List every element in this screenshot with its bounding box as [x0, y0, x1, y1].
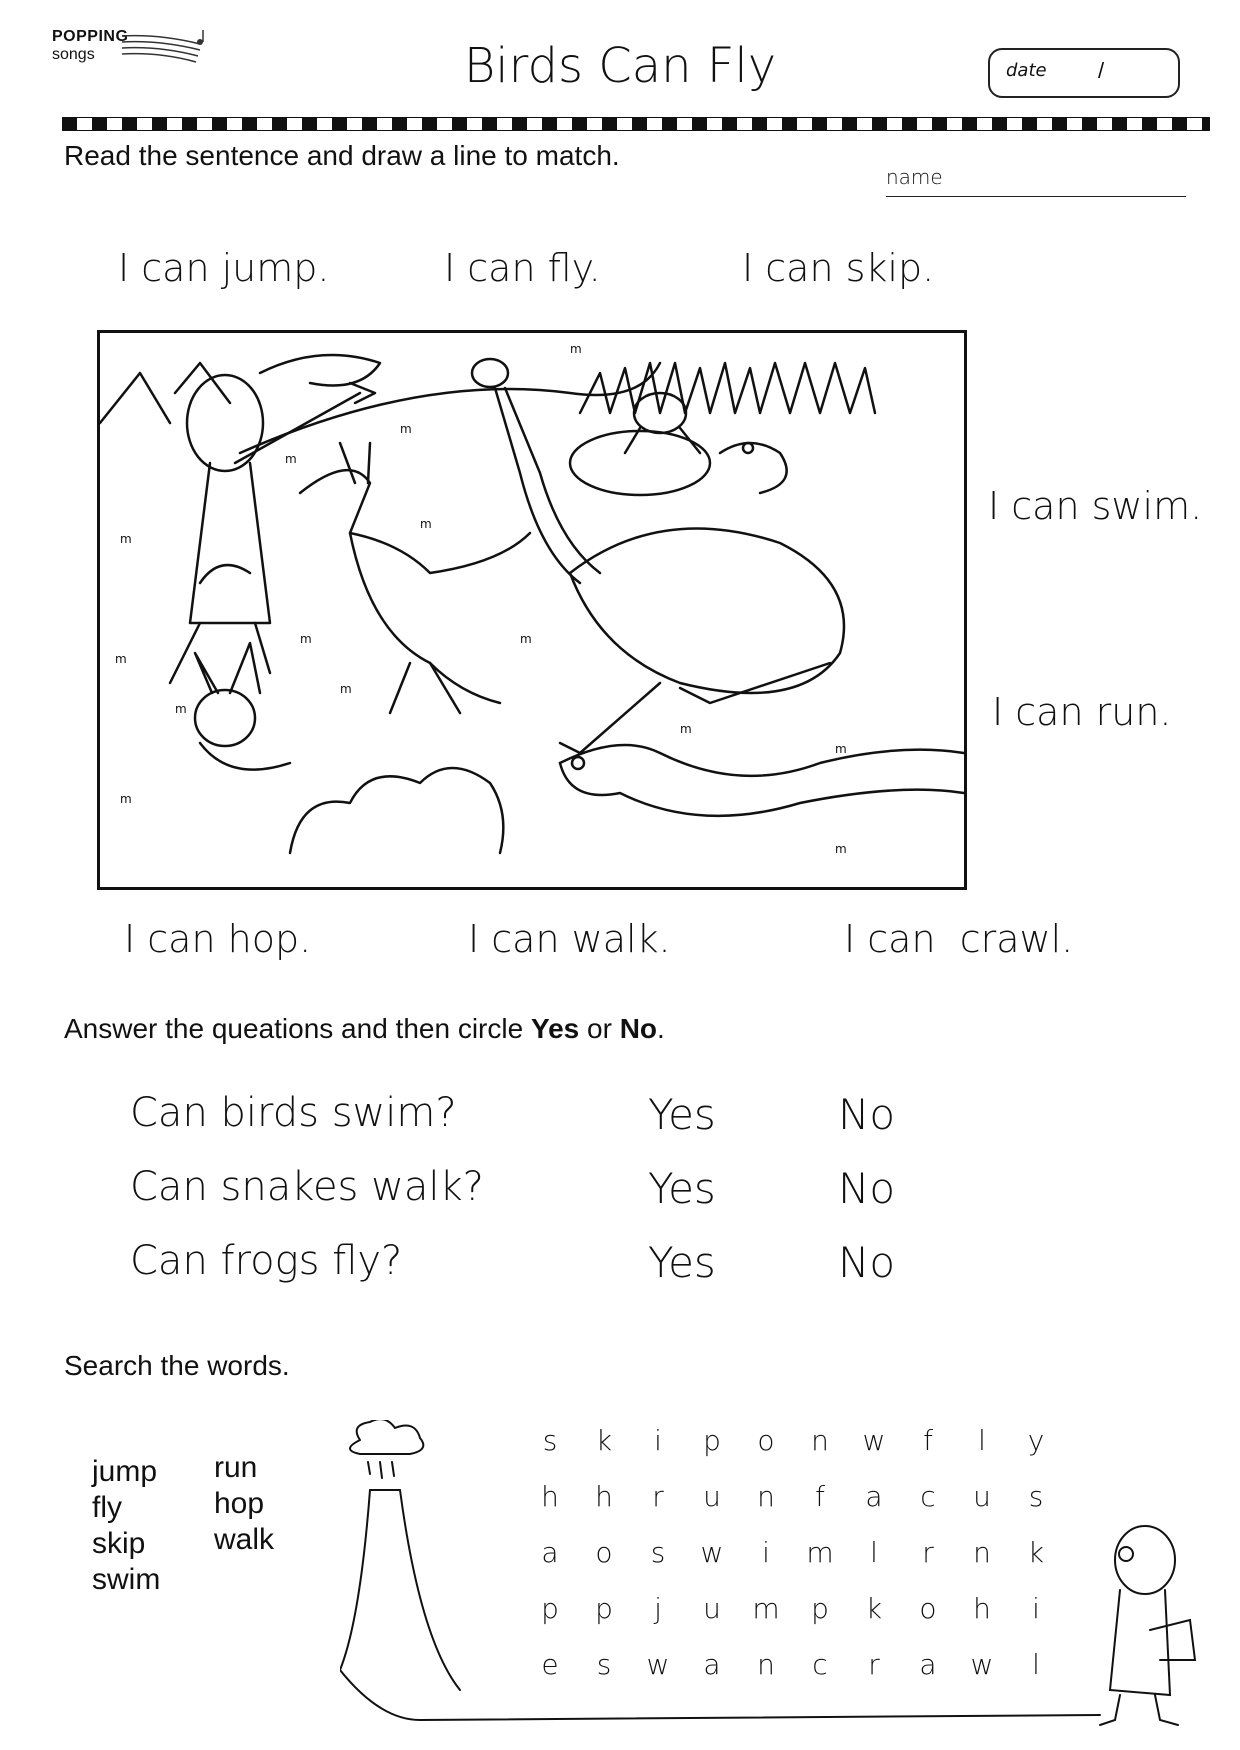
grid-letter[interactable]: h — [595, 1480, 613, 1513]
svg-text:m: m — [300, 632, 312, 646]
word-list-item: jump — [92, 1455, 158, 1488]
word-list-item: hop — [214, 1487, 265, 1520]
date-label: date — [1006, 60, 1047, 81]
svg-text:m: m — [175, 702, 187, 716]
sentence-swim: I can swim. — [988, 484, 1203, 528]
answer-yes[interactable]: Yes — [648, 1164, 716, 1213]
svg-text:m: m — [520, 632, 532, 646]
grid-letter[interactable]: e — [541, 1648, 559, 1681]
grid-letter[interactable]: s — [650, 1536, 666, 1569]
page-title: Birds Can Fly — [463, 38, 777, 94]
grid-letter[interactable]: w — [970, 1648, 994, 1681]
word-list-col2 — [214, 1450, 274, 1558]
grid-letter[interactable]: j — [654, 1592, 662, 1625]
grid-letter[interactable]: p — [811, 1592, 829, 1625]
grid-letter[interactable]: f — [923, 1424, 933, 1457]
date-separator: / — [1098, 58, 1105, 83]
grid-letter[interactable]: a — [919, 1648, 937, 1681]
grid-letter[interactable]: s — [1028, 1480, 1044, 1513]
sentence-run: I can run. — [992, 690, 1172, 734]
svg-text:m: m — [420, 517, 432, 531]
answer-no[interactable]: No — [838, 1164, 896, 1213]
grid-letter[interactable]: l — [870, 1536, 878, 1569]
grid-letter[interactable]: h — [973, 1592, 991, 1625]
grid-letter[interactable]: o — [595, 1536, 613, 1569]
grid-letter[interactable]: i — [654, 1424, 662, 1457]
grid-letter[interactable]: a — [541, 1536, 559, 1569]
grid-letter[interactable]: n — [811, 1424, 829, 1457]
date-field[interactable] — [988, 48, 1180, 98]
grid-letter[interactable]: a — [703, 1648, 721, 1681]
grid-letter[interactable]: f — [815, 1480, 825, 1513]
svg-text:m: m — [400, 422, 412, 436]
sentence-crawl: I can crawl. — [844, 917, 1074, 961]
grid-letter[interactable]: k — [595, 1424, 613, 1457]
grid-letter[interactable]: r — [652, 1480, 664, 1513]
grid-letter[interactable]: w — [700, 1536, 724, 1569]
grid-letter[interactable]: u — [973, 1480, 991, 1513]
grid-letter[interactable]: c — [812, 1648, 828, 1681]
sentence-jump: I can jump. — [118, 246, 330, 290]
grid-letter[interactable]: w — [862, 1424, 886, 1457]
grid-letter[interactable]: k — [1027, 1536, 1045, 1569]
grid-letter[interactable]: n — [973, 1536, 991, 1569]
grid-letter[interactable]: p — [703, 1424, 721, 1457]
svg-text:m: m — [835, 742, 847, 756]
grid-letter[interactable]: c — [920, 1480, 936, 1513]
svg-text:m: m — [340, 682, 352, 696]
checkered-divider — [62, 117, 1210, 131]
grid-letter[interactable]: s — [596, 1648, 612, 1681]
question-frogs-fly: Can frogs fly? — [130, 1238, 403, 1284]
grid-letter[interactable]: l — [1032, 1648, 1040, 1681]
grid-letter[interactable]: u — [703, 1480, 721, 1513]
sentence-fly: I can fly. — [444, 246, 601, 290]
grid-letter[interactable]: i — [762, 1536, 770, 1569]
grid-letter[interactable]: r — [922, 1536, 934, 1569]
grid-letter[interactable]: a — [865, 1480, 883, 1513]
grid-letter[interactable]: l — [978, 1424, 986, 1457]
questions-instruction: Answer the queations and then circle Yes or No. — [64, 1013, 665, 1044]
grid-letter[interactable]: n — [757, 1648, 775, 1681]
grid-letter[interactable]: r — [868, 1648, 880, 1681]
svg-text:m: m — [115, 652, 127, 666]
svg-text:m: m — [120, 792, 132, 806]
svg-text:m: m — [570, 342, 582, 356]
name-line[interactable] — [886, 196, 1186, 197]
svg-text:m: m — [285, 452, 297, 466]
answer-no[interactable]: No — [838, 1090, 896, 1139]
question-snakes-walk: Can snakes walk? — [130, 1164, 484, 1210]
answer-no[interactable]: No — [838, 1238, 896, 1287]
volcano-ground-illustration — [340, 1420, 1220, 1740]
word-list-item: swim — [92, 1563, 161, 1596]
grid-letter[interactable]: m — [806, 1536, 834, 1569]
sentence-hop: I can hop. — [124, 917, 312, 961]
word-list-item: fly — [92, 1491, 122, 1524]
answer-yes[interactable]: Yes — [648, 1238, 716, 1287]
grid-letter[interactable]: y — [1027, 1424, 1045, 1457]
grid-letter[interactable]: n — [757, 1480, 775, 1513]
match-instruction: Read the sentence and draw a line to match. — [64, 140, 620, 171]
word-list-item: run — [214, 1451, 258, 1484]
grid-letter[interactable]: o — [919, 1592, 937, 1625]
grid-letter[interactable]: p — [541, 1592, 559, 1625]
word-list-item: skip — [92, 1527, 146, 1560]
search-instruction: Search the words. — [64, 1350, 290, 1381]
sentence-skip: I can skip. — [742, 246, 935, 290]
word-list-item: walk — [214, 1523, 275, 1556]
grid-letter[interactable]: m — [752, 1592, 780, 1625]
grid-letter[interactable]: p — [595, 1592, 613, 1625]
animal-scene-illustration — [97, 330, 967, 890]
sentence-walk: I can walk. — [468, 917, 671, 961]
svg-text:m: m — [120, 532, 132, 546]
question-birds-swim: Can birds swim? — [130, 1090, 457, 1136]
word-list-col1 — [92, 1454, 160, 1598]
svg-text:m: m — [680, 722, 692, 736]
logo-text-top: POPPING — [52, 28, 129, 45]
grid-letter[interactable]: k — [865, 1592, 883, 1625]
grid-letter[interactable]: i — [1032, 1592, 1040, 1625]
grid-letter[interactable]: s — [542, 1424, 558, 1457]
answer-yes[interactable]: Yes — [648, 1090, 716, 1139]
caveman-illustration — [1090, 1520, 1210, 1740]
grid-letter[interactable]: u — [703, 1592, 721, 1625]
scene-drawing — [100, 333, 964, 887]
name-label: name — [886, 165, 943, 189]
grid-letter[interactable]: h — [541, 1480, 559, 1513]
grid-letter[interactable]: w — [646, 1648, 670, 1681]
grid-letter[interactable]: o — [757, 1424, 775, 1457]
logo-text-bottom: songs — [52, 46, 95, 63]
svg-text:m: m — [835, 842, 847, 856]
